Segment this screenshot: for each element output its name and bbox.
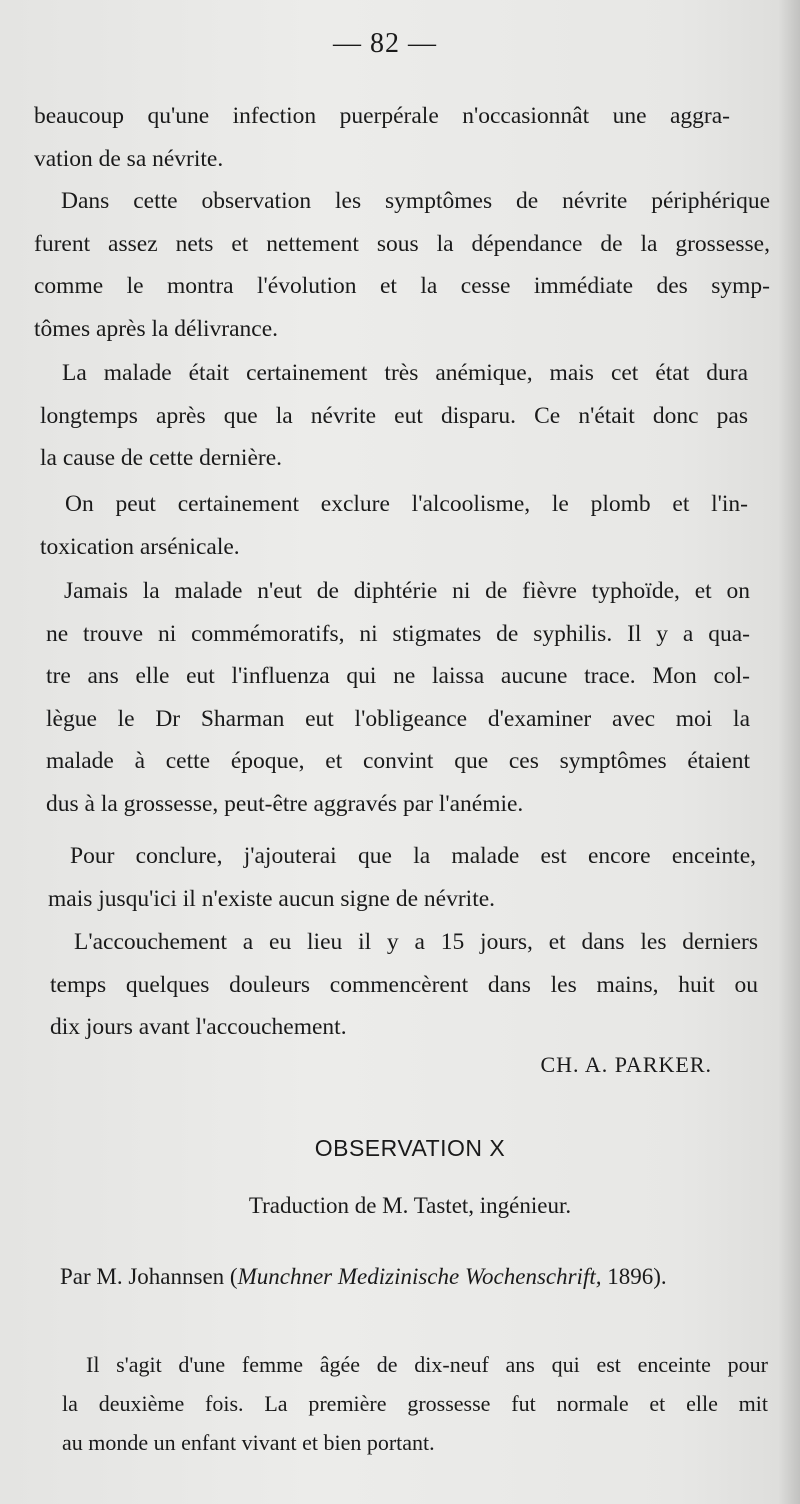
text-line: dix jours avant l'accouchement. — [50, 1014, 347, 1040]
text-line: On peut certainement exclure l'alcoolisme, le plomb et l'in- — [65, 491, 748, 517]
source-journal: Munchner Medizinische Wochenschrift, — [237, 1264, 602, 1289]
paragraph-5 — [46, 570, 750, 825]
text-line: vation de sa névrite. — [34, 145, 224, 172]
text-line: furent assez nets et nettement sous la dépendance de la grossesse, — [34, 230, 770, 257]
source-prefix: Par M. Johannsen ( — [60, 1264, 238, 1289]
paragraph-7 — [50, 921, 758, 1049]
text-line: beaucoup qu'une infection puerpérale n'occasionnât une aggra- — [34, 103, 730, 129]
text-line: L'accouchement a eu lieu il y a 15 jours, et dans les derniers — [74, 929, 758, 955]
source-suffix: 1896). — [601, 1264, 667, 1289]
paragraph-1 — [34, 95, 730, 180]
paragraph-6 — [48, 835, 756, 920]
text-line: temps quelques douleurs commencèrent dans les mains, huit ou — [50, 971, 758, 998]
paragraph-3 — [40, 352, 748, 480]
text-line: comme le montra l'évolution et la cesse immédiate des symp- — [34, 273, 770, 299]
text-line: mais jusqu'ici il n'existe aucun signe de névrite. — [48, 885, 496, 912]
text-line: Jamais la malade n'eut de diphtérie ni de fièvre typhoïde, et on — [64, 578, 750, 604]
text-line: dus à la grossesse, peut-être aggravés par l'anémie. — [46, 790, 524, 817]
observation-subtitle: Traduction de M. Tastet, ingénieur. — [248, 1193, 572, 1218]
text-line: longtemps après que la névrite eut disparu. Ce n'était donc pas — [40, 402, 748, 429]
page-number: — 82 — — [333, 28, 437, 59]
paragraph-4 — [40, 483, 748, 568]
text-line: au monde un enfant vivant et bien portant. — [62, 1430, 435, 1455]
text-line: la cause de cette dernière. — [40, 445, 283, 471]
text-line: Dans cette observation les symptômes de névrite périphérique — [61, 188, 770, 214]
observation-source — [60, 1264, 760, 1290]
paragraph-2 — [34, 180, 770, 350]
observation-title: OBSERVATION X — [314, 1135, 506, 1161]
text-line: tre ans elle eut l'influenza qui ne laissa aucune trace. Mon col- — [46, 663, 750, 689]
text-line: ne trouve ni commémoratifs, ni stigmates de syphilis. Il y a qua- — [46, 620, 750, 647]
text-line: lègue le Dr Sharman eut l'obligeance d'examiner avec moi la — [46, 705, 750, 732]
page-edge-shadow — [778, 0, 800, 1504]
text-line: la deuxième fois. La première grossesse fut normale et elle mit — [62, 1391, 768, 1416]
text-line: malade à cette époque, et convint que ces symptômes étaient — [46, 748, 750, 774]
text-line: Il s'agit d'une femme âgée de dix-neuf ans qui est enceinte pour — [86, 1352, 768, 1377]
signature: CH. A. PARKER. — [540, 1052, 712, 1077]
observation-paragraph — [62, 1345, 768, 1462]
text-line: toxication arsénicale. — [40, 533, 240, 560]
text-line: Pour conclure, j'ajouterai que la malade est encore enceinte, — [70, 843, 756, 869]
text-line: tômes après la délivrance. — [34, 315, 279, 342]
text-line: La malade était certainement très anémique, mais cet état dura — [62, 360, 748, 386]
